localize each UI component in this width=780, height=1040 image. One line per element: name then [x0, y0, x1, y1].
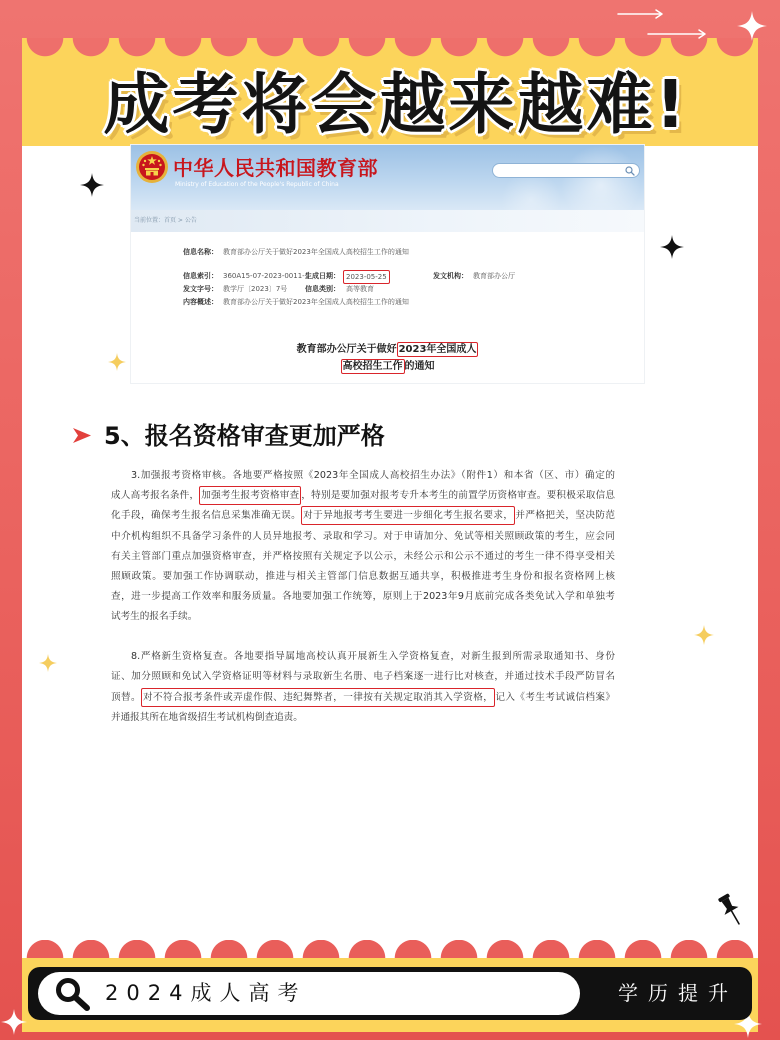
info-value: 教育部办公厅	[473, 272, 515, 280]
paragraph-line: 3.加强报考资格审核。各地要严格按照《2023年全国成人高校招生办法》（附件1）和本省（区、市）确定的	[131, 470, 615, 481]
notice-title	[131, 341, 644, 375]
paragraph-text: ，特别是要加强对报考专升本考生的前置学历资格审查。要积极采取信息	[301, 490, 616, 502]
paragraph-line	[111, 688, 615, 708]
info-value: 教育部办公厅关于做好2023年全国成人高校招生工作的通知	[223, 298, 409, 306]
paragraph-line: 查，进一步提高工作效率和服务质量。各地要加强工作统筹，原则上于2023年9月底前完成各类免试入学和单独考	[111, 591, 615, 603]
site-search-input[interactable]	[492, 163, 640, 178]
paragraph-line: 8.严格新生资格复查。各地要指导属地高校认真开展新生入学资格复查，对新生报到所需录取通知书、身份	[131, 651, 615, 662]
info-value: 教育部办公厅关于做好2023年全国成人高校招生工作的通知	[223, 248, 409, 256]
notice-title-line	[131, 341, 644, 358]
bottom-scallops	[22, 940, 758, 958]
bottom-search-bar[interactable]	[38, 972, 580, 1015]
info-row-index	[131, 270, 644, 282]
info-label: 信息索引：	[183, 272, 218, 280]
notice-title-text: 的通知	[404, 361, 435, 372]
paragraph-freshman-recheck	[111, 647, 615, 728]
bottom-tag: 学历提升	[618, 981, 738, 1005]
highlight-box: 加强考生报考资格审查	[199, 486, 301, 505]
date-highlight-box: 2023-05-25	[343, 270, 390, 284]
poster-title: 成考将会越来越难!	[103, 66, 689, 143]
site-name: 中华人民共和国教育部	[173, 156, 378, 180]
bottom-bar	[28, 967, 752, 1020]
info-value: 360A15-07-2023-0011-1	[223, 272, 310, 280]
paragraph-text: 并严格把关，坚决防范	[515, 510, 616, 522]
paragraph-line: 证、加分照顾和免试入学资格证明等材料与录取新生名册、电子档案逐一进行比对核查，并通过技术手段严防冒名	[111, 671, 615, 683]
highlight-box: 2023年全国成人	[398, 344, 477, 355]
sparkle-icon	[737, 11, 767, 41]
sparkle-icon	[80, 173, 104, 197]
triangle-bullet-icon	[73, 428, 91, 443]
info-label: 信息名称：	[183, 248, 218, 256]
paragraph-text: 记入《考生考试诚信档案》	[495, 691, 616, 703]
breadcrumb	[131, 210, 644, 232]
info-value: 高等教育	[346, 285, 374, 293]
paragraph-text: 顶替。	[111, 691, 142, 703]
info-label: 发文机构：	[433, 272, 468, 280]
pushpin-icon	[716, 892, 746, 928]
section-heading: 5、报名资格审查更加严格	[104, 422, 385, 450]
sparkle-icon	[694, 625, 714, 645]
notice-title-text: 教育部办公厅关于做好	[296, 344, 397, 355]
highlight-box: 高校招生工作	[342, 361, 403, 372]
info-value: 教学厅〔2023〕7号	[223, 285, 288, 293]
sparkle-icon	[1, 1009, 27, 1035]
notice-title-line	[131, 358, 644, 375]
search-query-text: 2024成人高考	[105, 981, 307, 1005]
info-label: 生成日期：	[305, 272, 340, 280]
search-icon	[52, 976, 94, 1012]
site-name-english: Ministry of Education of the People's Republic of China	[175, 181, 339, 188]
highlight-box: 对不符合报考条件或弄虚作假、违纪舞弊者，一律按有关规定取消其入学资格，	[141, 688, 495, 707]
breadcrumb-text: 当前位置：首页 > 公告	[134, 217, 197, 224]
paragraph-registration-review	[111, 466, 615, 628]
paragraph-line	[111, 506, 615, 526]
paragraph-line: 照顾政策。要加强工作协调联动，推进与相关主管部门信息数据互通共享，积极推进考生身份和报名资格网上核	[111, 570, 615, 582]
paragraph-line: 试考生的报名手续。	[111, 611, 198, 623]
paragraph-text: 成人高考报名条件，	[111, 490, 200, 502]
paragraph-text: 化手段，确保考生报名信息采集准确无误。	[111, 510, 302, 522]
info-row-name	[131, 246, 644, 258]
info-label: 发文字号：	[183, 285, 218, 293]
paragraph-line: 中介机构组织不具备学习条件的人员异地报考、录取和学习。对于申请加分、免试等相关照顾政策的考生，应会同	[111, 530, 615, 542]
ministry-page-screenshot	[131, 145, 644, 383]
arrow-right-icon	[612, 6, 712, 46]
sparkle-icon	[108, 353, 126, 371]
highlight-box: 对于异地报考考生要进一步细化考生报名要求，	[301, 506, 515, 525]
site-header	[131, 145, 644, 210]
search-icon	[625, 166, 635, 176]
info-label: 内容概述：	[183, 298, 218, 306]
info-row-doc-number	[131, 283, 644, 295]
info-row-summary	[131, 296, 644, 308]
sparkle-icon	[660, 235, 684, 259]
paragraph-line	[111, 486, 615, 506]
sparkle-icon	[39, 654, 57, 672]
national-emblem-icon	[135, 150, 169, 184]
info-label: 信息类别：	[305, 285, 340, 293]
paragraph-line: 并通报其所在地省级招生考试机构倒查追责。	[111, 711, 303, 723]
paragraph-line: 有关主管部门重点加强资格审查，并严格按照有关规定予以公示，未经公示和公示不通过的考生一律不得享受相关	[111, 550, 615, 562]
